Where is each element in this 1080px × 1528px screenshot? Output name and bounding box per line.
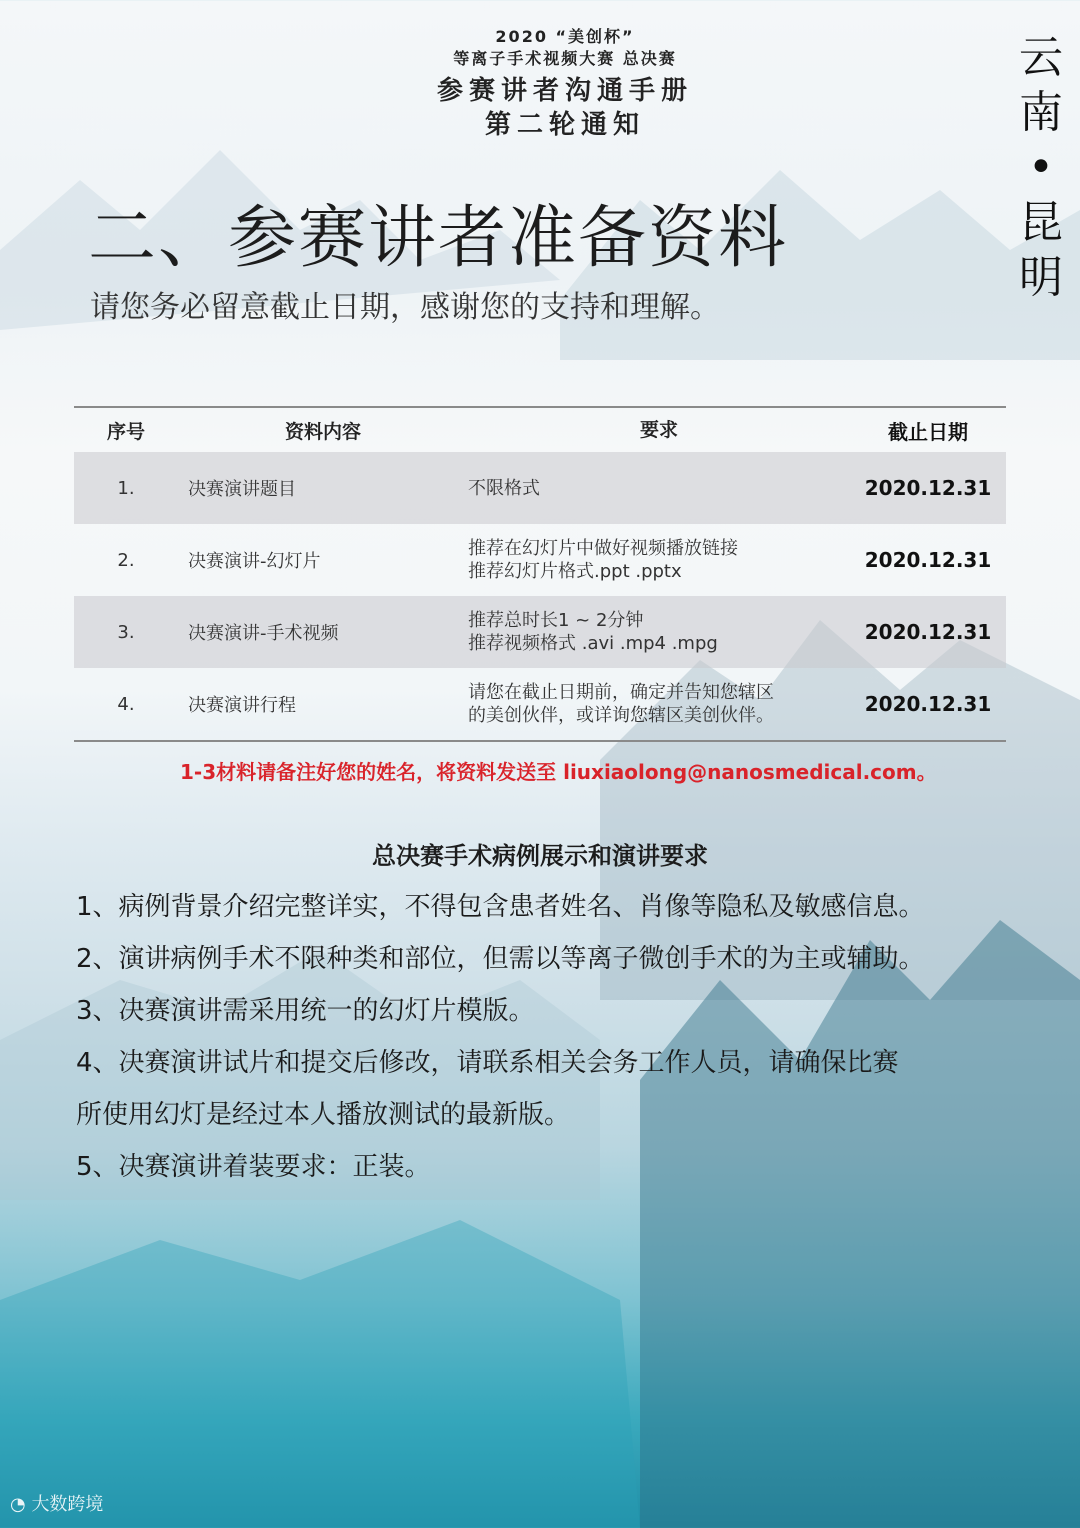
- watermark-text: 大数跨境: [31, 1494, 104, 1515]
- location-char: 昆: [1019, 197, 1063, 248]
- requirement-item: 2、演讲病例手术不限种类和部位，但需以等离子微创手术的为主或辅助。: [76, 944, 925, 974]
- submission-note: 1-3材料请备注好您的姓名，将资料发送至 liuxiaolong@nanosmedical.com。: [180, 760, 937, 784]
- row-number: 3.: [117, 621, 135, 643]
- row-requirement: [468, 681, 850, 727]
- row-content: 决赛演讲行程: [188, 695, 296, 716]
- table-row: [74, 668, 1006, 740]
- row-content: 决赛演讲题目: [188, 479, 296, 500]
- table-row: [74, 596, 1006, 668]
- header-deadline: 截止日期: [888, 419, 968, 444]
- handbook-title: 参赛讲者沟通手册: [436, 76, 693, 106]
- requirement-line: 推荐在幻灯片中做好视频播放链接: [468, 538, 738, 559]
- row-deadline: 2020.12.31: [864, 620, 992, 644]
- materials-table: [74, 406, 1006, 742]
- header-content: 资料内容: [284, 420, 361, 443]
- header-number: 序号: [106, 420, 145, 443]
- requirement-line: 请您在截止日期前，确定并告知您辖区: [468, 682, 774, 703]
- watermark: [10, 1490, 103, 1516]
- event-name: 等离子手术视频大赛 总决赛: [453, 49, 677, 68]
- row-requirement: [468, 537, 850, 583]
- row-number: 4.: [117, 693, 135, 715]
- requirement-item: 3、决赛演讲需采用统一的幻灯片模版。: [76, 996, 535, 1026]
- table-header: [74, 408, 1006, 452]
- notice-round: 第二轮通知: [484, 110, 645, 140]
- row-content: 决赛演讲-幻灯片: [188, 551, 321, 572]
- table-row: [74, 452, 1006, 524]
- requirement-line: 不限格式: [468, 477, 540, 499]
- table-row: [74, 524, 1006, 596]
- location-char: •: [1028, 142, 1054, 193]
- requirement-item: 所使用幻灯是经过本人播放测试的最新版。: [76, 1100, 571, 1130]
- requirement-item: 4、决赛演讲试片和提交后修改，请联系相关会务工作人员，请确保比赛: [76, 1048, 899, 1078]
- section-heading: 二、参赛讲者准备资料: [88, 199, 789, 278]
- requirement-line: 的美创伙伴，或详询您辖区美创伙伴。: [468, 705, 774, 726]
- requirement-line: 推荐总时长1 ~ 2分钟: [468, 610, 644, 631]
- row-number: 1.: [117, 477, 135, 499]
- row-number: 2.: [117, 549, 135, 571]
- section-subtitle: 请您务必留意截止日期，感谢您的支持和理解。: [90, 290, 720, 325]
- row-deadline: 2020.12.31: [864, 692, 992, 716]
- requirement-item: 5、决赛演讲着装要求：正装。: [76, 1152, 431, 1182]
- row-deadline: 2020.12.31: [864, 548, 992, 572]
- logo-icon: ◔: [10, 1494, 32, 1515]
- row-requirement: [468, 609, 850, 655]
- requirement-item: 1、病例背景介绍完整详实，不得包含患者姓名、肖像等隐私及敏感信息。: [76, 892, 925, 922]
- location-char: 南: [1019, 87, 1063, 138]
- location-char: 云: [1019, 32, 1063, 83]
- requirement-line: 推荐幻灯片格式.ppt .pptx: [468, 561, 682, 582]
- row-requirement: [468, 477, 850, 500]
- header-requirement: 要求: [639, 418, 678, 441]
- location-char: 明: [1019, 252, 1063, 303]
- row-deadline: 2020.12.31: [864, 476, 992, 500]
- requirements-title: 总决赛手术病例展示和演讲要求: [372, 842, 708, 870]
- event-year-cup: 2020 “美创杯”: [495, 27, 635, 46]
- location-vertical: [1016, 30, 1066, 305]
- row-content: 决赛演讲-手术视频: [188, 623, 339, 644]
- requirement-line: 推荐视频格式 .avi .mp4 .mpg: [468, 633, 718, 654]
